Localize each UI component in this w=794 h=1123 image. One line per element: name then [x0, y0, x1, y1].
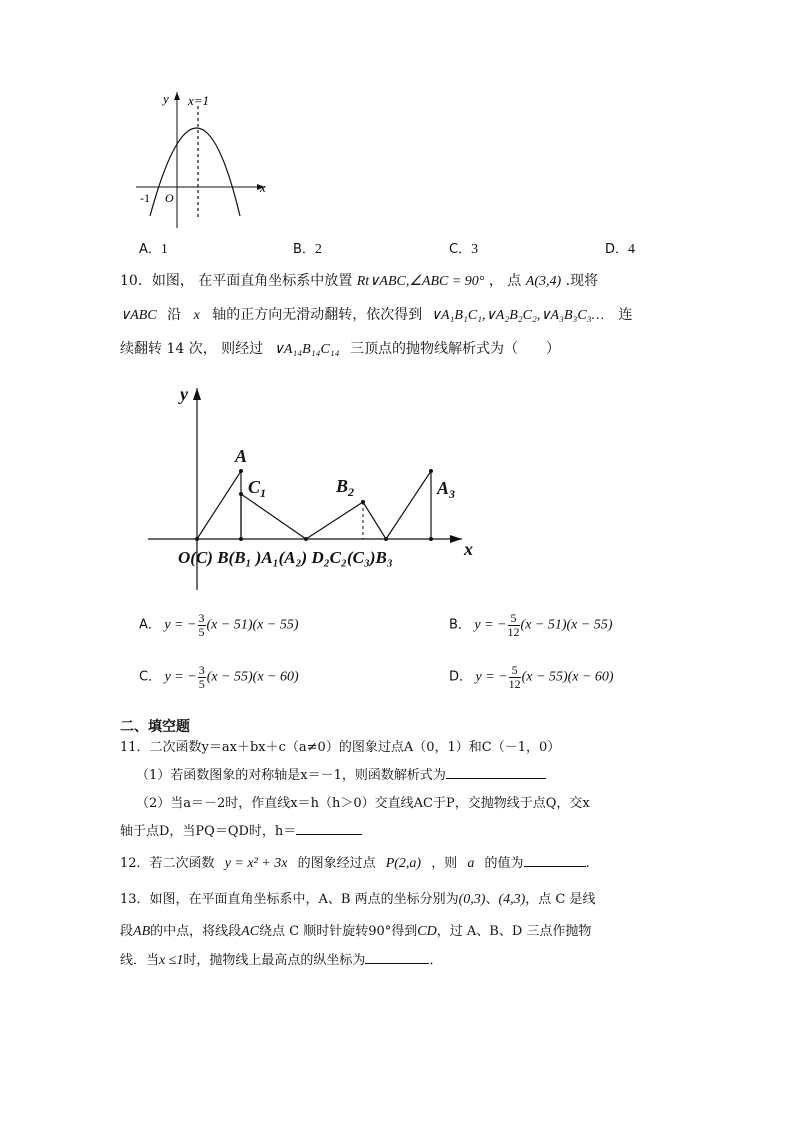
q9-option-d[interactable]	[605, 238, 635, 258]
q10-option-c[interactable]	[139, 664, 299, 691]
q10-point-c1	[239, 492, 243, 496]
q10-line2-b: 轴的正方向无滑动翻转，依次得到	[212, 307, 423, 323]
q10-a3-label: $A_3$	[437, 478, 456, 501]
q10-c1-label: $C_1$	[248, 477, 267, 500]
q13-line3-a: 线．当	[120, 953, 160, 968]
q12-text-b: 的图象经过点	[297, 856, 376, 871]
q13-segment-ac: AC	[241, 924, 260, 939]
q12-end: .	[585, 856, 590, 871]
q10-option-d-label: D．	[449, 669, 473, 685]
q10-point-a3	[429, 469, 433, 473]
q12-var: a	[467, 856, 475, 871]
q9-option-c[interactable]	[449, 238, 478, 258]
q10-option-c-fraction: $\frac{3}{5}$	[198, 663, 205, 691]
q13-line1-sep: 、	[485, 892, 499, 907]
q10-option-b-pre: y = −	[474, 617, 507, 633]
q10-line2-x: x	[193, 308, 200, 323]
q10-option-c-post: (x − 55)(x − 60)	[206, 669, 299, 685]
q9-parabola-graph	[130, 90, 280, 230]
q13-segment-cd: CD	[417, 924, 437, 939]
q10-triangle-1-path	[241, 494, 306, 539]
q9-y-label: y	[163, 91, 169, 106]
section-2-title: 二、填空题	[120, 719, 190, 735]
q10-y-label: y	[180, 384, 188, 404]
q10-line2-a: 沿	[167, 307, 182, 323]
q10-line1-point: A(3,4)	[525, 274, 562, 289]
q12-text-c: ，则	[431, 856, 458, 871]
q9-option-d-value: 4	[628, 242, 636, 257]
q11-line-2	[136, 764, 546, 783]
q9-option-c-value: 3	[471, 242, 479, 257]
q13-line2-d: ，过 A、B、D 三点作抛物	[436, 924, 592, 939]
q13-line2-b: 的中点，将线段	[150, 924, 242, 939]
q10-a-label: A	[235, 446, 248, 466]
q13-line2-c: 绕点 C 顺时针旋转90°得到	[259, 924, 418, 939]
q10-line3-b: 三顶点的抛物线解析式为（ ）	[349, 341, 560, 357]
q10-triangle-3-path	[386, 471, 431, 539]
q13-line2-a: 段	[120, 924, 134, 939]
q10-line2-c: 连	[618, 307, 633, 323]
q10-line1-math: Rt∨ABC,∠ABC = 90°	[356, 274, 485, 289]
q10-option-a-pre: y = −	[164, 617, 197, 633]
q10-option-d-fraction: $\frac{5}{12}$	[508, 663, 521, 691]
q10-x-label: x	[464, 539, 473, 559]
q10-x-arrow	[450, 535, 462, 543]
q10-line1-a: 如图， 在平面直角坐标系中放置	[151, 273, 353, 289]
q10-point-b2	[361, 500, 365, 504]
q10-line2-math: ∨A₁B₁C₁,∨A₂B₂C₂,∨A₃B₃C₃…	[430, 308, 605, 323]
q10-point-b3	[429, 537, 433, 541]
q10-option-a-fraction: $\frac{3}{5}$	[198, 611, 205, 639]
q13-line1-a: 13．如图，在平面直角坐标系中，A、B 两点的坐标分别为	[120, 892, 459, 907]
q10-option-b-post: (x − 51)(x − 55)	[520, 617, 613, 633]
q10-line3-a: 续翻转 14 次， 则经过	[120, 341, 264, 357]
q13-segment-ab: AB	[133, 924, 151, 939]
q10-option-b-fraction: $\frac{5}{12}$	[507, 611, 520, 639]
q10-number: 10．	[120, 273, 152, 289]
q9-option-a[interactable]	[139, 238, 168, 258]
q12-answer-blank[interactable]	[524, 854, 586, 867]
q9-y-arrow	[174, 92, 180, 100]
q10-line-2	[120, 304, 633, 324]
q13-condition: x ≤1	[159, 953, 184, 968]
q11-part2-text: 轴于点D，当PQ＝QD时，h＝	[120, 824, 297, 839]
q11-line-3: （2）当a＝－2时，作直线x＝h（h＞0）交直线AC于P，交抛物线于点Q，交x	[136, 796, 590, 811]
q10-option-d[interactable]	[449, 664, 614, 691]
q11-part1-blank[interactable]	[446, 766, 546, 779]
q9-option-c-label: C．	[449, 242, 472, 257]
q10-option-c-label: C．	[139, 669, 162, 685]
q10-rolling-triangle-figure	[140, 378, 490, 598]
q9-option-b-value: 2	[314, 242, 322, 257]
q9-option-b[interactable]	[293, 238, 322, 258]
q10-point-b	[239, 537, 243, 541]
q10-point-a	[239, 469, 243, 473]
q13-answer-blank[interactable]	[365, 951, 429, 964]
q9-xeq-label: x=1	[188, 93, 210, 108]
q10-triangle-2-path	[306, 502, 386, 539]
q10-line-3	[120, 338, 560, 358]
q11-part1-text: （1）若函数图象的对称轴是x＝－1，则函数解析式为	[136, 768, 446, 783]
q13-line-2	[120, 920, 591, 940]
q10-option-d-post: (x − 55)(x − 60)	[521, 669, 614, 685]
q10-point-c2	[384, 537, 388, 541]
q13-line-3	[120, 949, 442, 969]
q9-option-b-label: B．	[293, 242, 315, 257]
q12-text-a: 12．若二次函数	[120, 856, 215, 871]
q9-option-d-label: D．	[605, 242, 629, 257]
q9-neg-one-label: -1	[140, 191, 150, 205]
q13-point-a: (0,3)	[458, 892, 486, 907]
q12-text-d: 的值为	[484, 856, 524, 871]
q13-line3-end: ．	[429, 953, 443, 968]
q10-point-a1	[304, 537, 308, 541]
q10-bottom-labels: O(C) B(B₁ )A₁(A₂) D₂C₂(C₃)B₃	[178, 548, 393, 567]
q9-option-a-value: 1	[160, 242, 168, 257]
q9-parabola-curve	[150, 128, 240, 216]
q10-point-origin	[195, 537, 199, 541]
q10-b2-label: $B_2$	[336, 476, 355, 499]
q9-option-a-label: A．	[139, 242, 161, 257]
q13-point-b: (4,3)	[498, 892, 526, 907]
q11-line-4	[120, 820, 362, 839]
q10-y-arrow	[193, 388, 201, 400]
q10-option-c-pre: y = −	[164, 669, 197, 685]
q13-line3-b: 时，抛物线上最高点的纵坐标为	[183, 953, 366, 968]
q10-option-a-label: A．	[139, 617, 161, 633]
q10-line2-tri: ∨ABC	[120, 308, 157, 323]
q10-option-b-label: B．	[449, 617, 471, 633]
q10-line-1	[120, 270, 598, 290]
q13-line1-b: ，点 C 是线	[525, 892, 596, 907]
q12-function: y = x² + 3x	[224, 856, 288, 871]
q10-option-a[interactable]	[139, 612, 299, 639]
q12-line	[120, 852, 590, 872]
q11-line-1: 11．二次函数y＝ax＋bx＋c（a≠0）的图象过点A（0，1）和C（－1，0）	[120, 740, 561, 755]
q10-option-b[interactable]	[449, 612, 613, 639]
q9-x-label: x	[260, 180, 266, 195]
q10-line3-math: ∨A₁₄B₁₄C₁₄	[273, 342, 340, 357]
q10-line1-b: ， 点	[488, 273, 522, 289]
q10-option-a-post: (x − 51)(x − 55)	[206, 617, 299, 633]
q9-origin-label: O	[165, 191, 174, 205]
q10-line1-c: .现将	[565, 273, 599, 289]
q13-line-1	[120, 888, 596, 908]
q12-point: P(2,a)	[385, 856, 422, 871]
q10-option-d-pre: y = −	[475, 669, 508, 685]
q10-triangle-path	[197, 471, 241, 539]
q11-part2-blank[interactable]	[296, 822, 362, 835]
